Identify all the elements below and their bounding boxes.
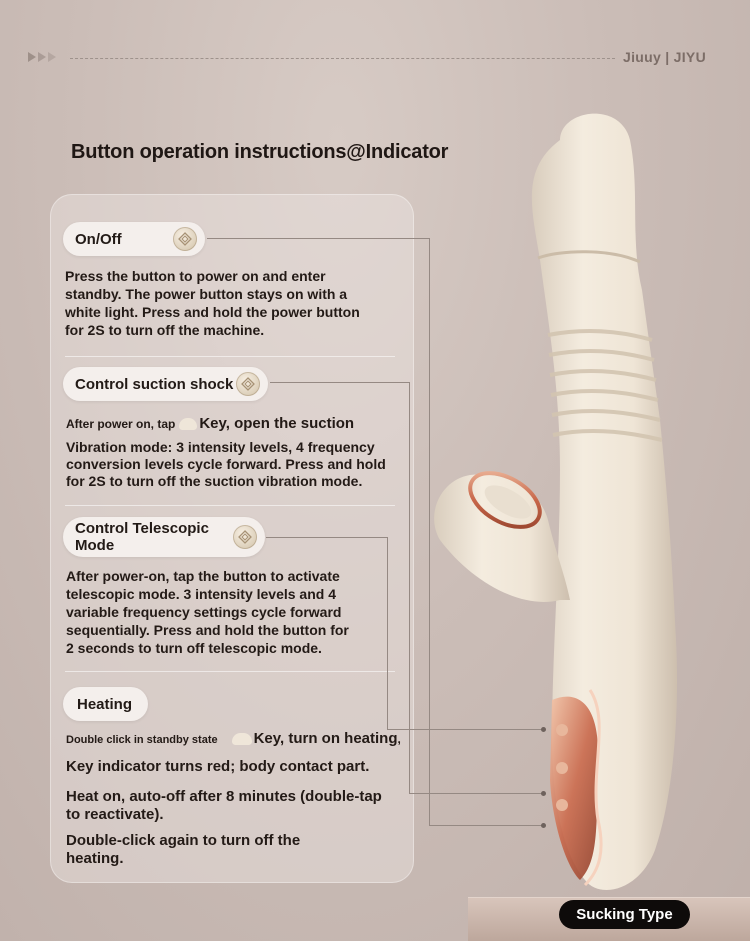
text-line: telescopic mode. 3 intensity levels and 4 (66, 586, 336, 602)
telescopic-label-text (75, 520, 233, 554)
connector-dot (541, 823, 546, 828)
text-line: Mode (75, 537, 115, 554)
brand-name: Jiuuy | JIYU (623, 49, 706, 65)
text-line: to reactivate). (66, 806, 164, 823)
connector-line (387, 537, 388, 730)
heating-label (63, 687, 148, 721)
suction-label (63, 367, 268, 401)
text-line: After power-on, tap the button to activate (66, 568, 340, 584)
text-line: Heat on, auto-off after 8 minutes (double-tap (66, 788, 382, 805)
telescopic-label (63, 517, 265, 557)
heating-line-2 (66, 788, 401, 824)
text-line: conversion levels cycle forward. Press and hold (66, 456, 386, 472)
heating-key-text: Key, turn on heating (253, 730, 398, 747)
key-button-icon (179, 418, 197, 430)
suction-description (66, 439, 401, 490)
key-button-icon (173, 227, 197, 251)
on-off-label-text: On/Off (75, 230, 122, 248)
suction-key-line (66, 414, 396, 433)
heating-key-line (66, 729, 401, 749)
text-line: heating. (66, 850, 124, 867)
key-button-icon (233, 525, 257, 549)
heating-label-text: Heating (77, 695, 133, 713)
suction-key-text: Key, open the suction (199, 415, 355, 432)
on-off-description (65, 267, 400, 339)
connector-dot (541, 727, 546, 732)
heating-line-3 (66, 832, 401, 868)
text-line: 2 seconds to turn off telescopic mode. (66, 640, 322, 656)
page-title: Button operation instructions@Indicator (71, 141, 449, 163)
key-button-icon (232, 733, 252, 745)
connector-line (409, 382, 410, 794)
suction-prefix: After power on, tap (66, 417, 176, 431)
key-button-icon (236, 372, 260, 396)
text-line: white light. Press and hold the power button (65, 304, 360, 320)
heating-line-1: Key indicator turns red; body contact part. (66, 758, 370, 775)
connector-dot (541, 791, 546, 796)
section-divider (65, 356, 395, 357)
header-arrows-icon (28, 52, 56, 62)
suction-label-text: Control suction shock (75, 375, 234, 393)
section-divider (65, 671, 395, 672)
connector-line (409, 793, 544, 794)
connector-line (387, 729, 544, 730)
text-line: Vibration mode: 3 intensity levels, 4 frequency (66, 439, 375, 455)
telescopic-description (66, 567, 401, 657)
text-line: Press the button to power on and enter (65, 268, 326, 284)
connector-line (270, 382, 410, 383)
text-line: Double-click again to turn off the (66, 832, 301, 849)
header-divider (70, 58, 615, 59)
text-line: for 2S to turn off the machine. (65, 322, 265, 338)
heating-key-suffix: , (397, 732, 401, 746)
on-off-label (63, 222, 205, 256)
text-line: standby. The power button stays on with a (65, 286, 348, 302)
text-line: variable frequency settings cycle forward (66, 604, 342, 620)
connector-line (429, 238, 430, 826)
product-illustration (420, 100, 750, 900)
text-line: sequentially. Press and hold the button for (66, 622, 349, 638)
connector-line (429, 825, 544, 826)
text-line: Control Telescopic (75, 520, 209, 537)
text-line: for 2S to turn off the suction vibration mode. (66, 473, 363, 489)
heating-prefix: Double click in standby state (66, 734, 218, 746)
section-divider (65, 505, 395, 506)
connector-line (266, 537, 388, 538)
product-type-badge: Sucking Type (559, 900, 690, 929)
connector-line (207, 238, 430, 239)
